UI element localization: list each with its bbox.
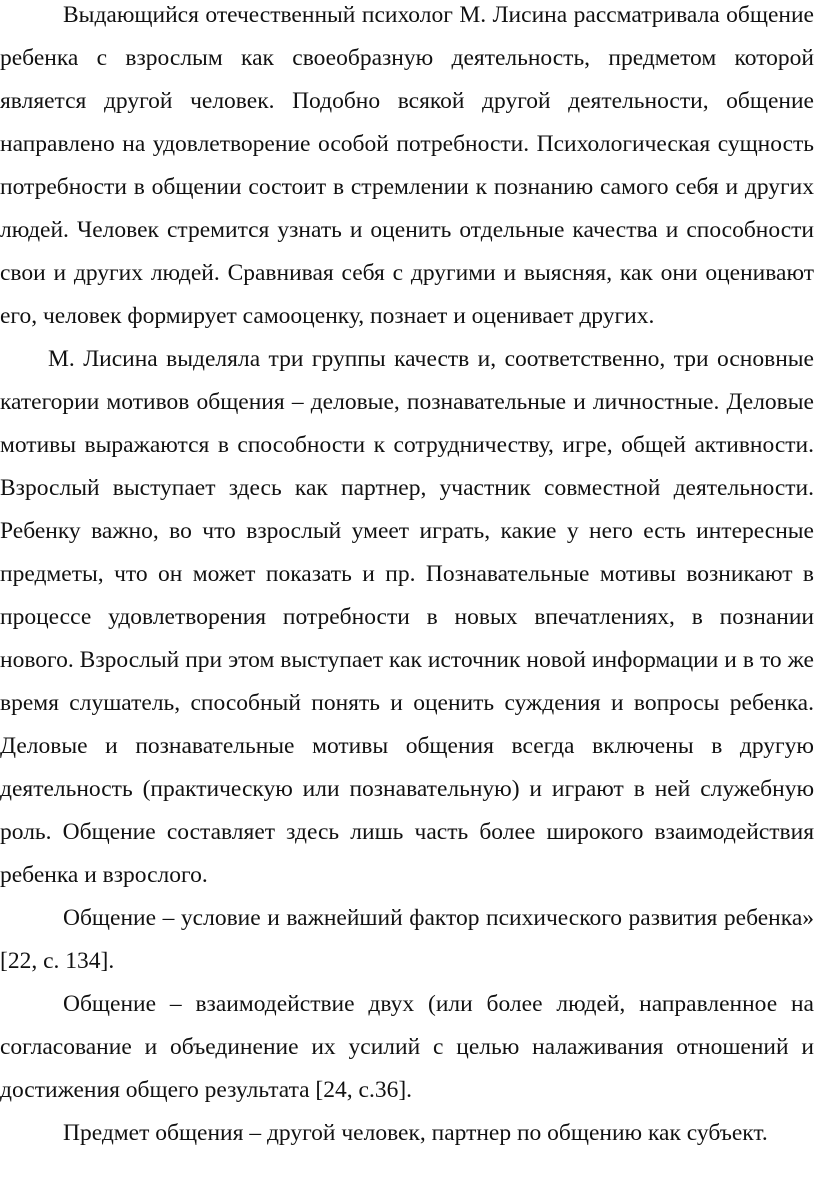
paragraph-subject-of-communication: Предмет общения – другой человек, партнер по общению как субъект. — [63, 1120, 768, 1146]
paragraph-communication-condition: Общение – условие и важнейший фактор психического развития ребенка» [22, с. 134]. — [0, 905, 814, 974]
paragraph-lisina-communication-activity: Выдающийся отечественный психолог М. Лисина рассматривала общение ребенка с взрослым как своеобразную деятельность, предметом которой является другой человек. Подобно всякой другой деятельности, общение направлено на удовлетворение особой потребности. Психологическая сущность потребности в общении состоит в стремлении к познанию самого себя и других людей. Человек стремится узнать и оценить отдельные качества и способности свои и других людей. Сравнивая себя с другими и выясняя, как они оценивают его, человек формирует самооценку, познает и оценивает других. — [0, 2, 814, 329]
paragraph-communication-definition: Общение – взаимодействие двух (или более людей, направленное на согласование и объединение их усилий с целью налаживания отношений и достижения общего результата [24, с.36]. — [0, 991, 814, 1103]
paragraph-motive-categories: М. Лисина выделяла три группы качеств и, соответственно, три основные категории мотивов общения – деловые, познавательные и личностные. Деловые мотивы выражаются в способности к сотрудничеству, игре, общей активности. Взрослый выступает здесь как партнер, участник совместной деятельности. Ребенку важно, во что взрослый умеет играть, какие у него есть интересные предметы, что он может показать и пр. Познавательные мотивы возникают в процессе удовлетворения потребности в новых впечатлениях, в познании нового. Взрослый при этом выступает как источник новой информации и в то же время слушатель, способный понять и оценить суждения и вопросы ребенка. Деловые и познавательные мотивы общения всегда включены в другую деятельность (практическую или познавательную) и играют в ней служебную роль. Общение составляет здесь лишь часть более широкого взаимодействия ребенка и взрослого. — [0, 346, 814, 888]
